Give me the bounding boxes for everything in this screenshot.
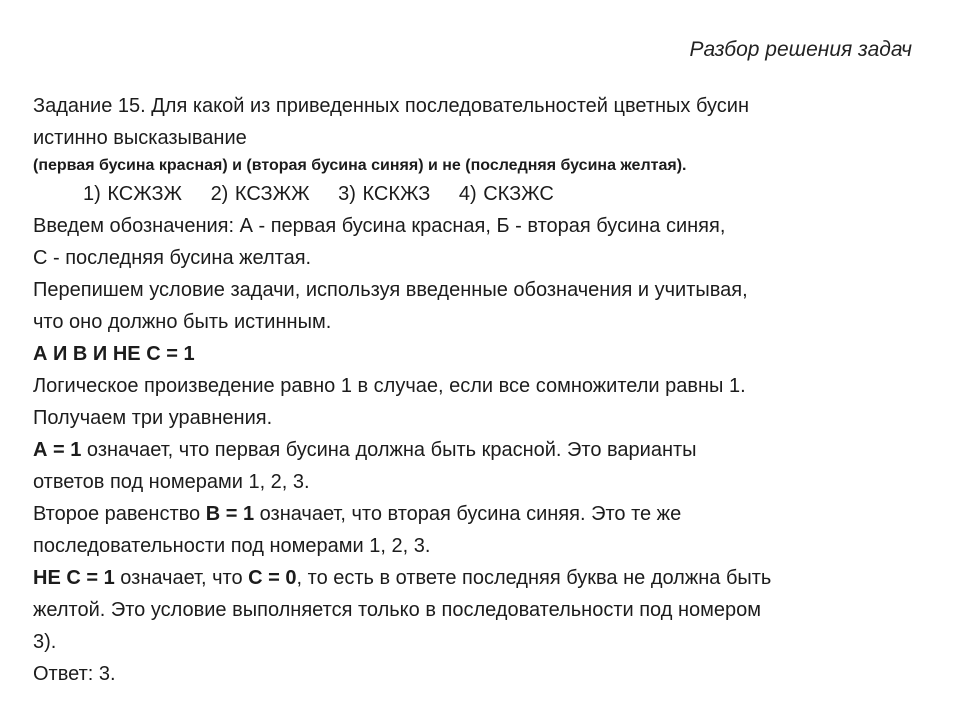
- option-2: 2) КСЗЖЖ: [210, 183, 310, 205]
- equation-a-explanation: означает, что первая бусина должна быть красной. Это варианты: [81, 439, 697, 461]
- rewrite-line-1: Перепишем условие задачи, используя введенные обозначения и учитывая,: [33, 279, 748, 301]
- equation-c-line-3: 3).: [33, 631, 57, 653]
- answer-options: [33, 178, 933, 210]
- rewrite-line-2: что оно должно быть истинным.: [33, 311, 332, 333]
- equation-c: НЕ С = 1: [33, 567, 115, 589]
- slide-body: [33, 90, 933, 690]
- notation-line-1: Введем обозначения: А - первая бусина красная, Б - вторая бусина синяя,: [33, 215, 726, 237]
- equation-c-explanation: , то есть в ответе последняя буква не должна быть: [296, 567, 772, 589]
- equation-a: А = 1: [33, 439, 82, 461]
- equation-c-zero: С = 0: [248, 567, 297, 589]
- equation-c-middle: означает, что: [114, 567, 249, 589]
- formula-text: А И В И НЕ С = 1: [33, 343, 195, 365]
- equation-c-line-1: [33, 562, 933, 594]
- equation-c-line-2: желтой. Это условие выполняется только в последовательности под номером: [33, 599, 761, 621]
- equation-b-line-2: последовательности под номерами 1, 2, 3.: [33, 535, 431, 557]
- notation-line-2: С - последняя бусина желтая.: [33, 247, 312, 269]
- task-condition: (первая бусина красная) и (вторая бусина синяя) и не (последняя бусина желтая).: [33, 157, 687, 174]
- slide-header: Разбор решения задач: [689, 38, 912, 61]
- equation-b: В = 1: [205, 503, 255, 525]
- option-4: 4) СКЗЖС: [458, 183, 554, 205]
- task-statement-line-2: истинно высказывание: [33, 127, 247, 149]
- option-3: 3) КСКЖЗ: [338, 183, 431, 205]
- equation-a-line-1: [33, 434, 933, 466]
- product-line-1: Логическое произведение равно 1 в случае, если все сомножители равны 1.: [33, 375, 746, 397]
- final-answer: Ответ: 3.: [33, 663, 116, 685]
- equation-a-line-2: ответов под номерами 1, 2, 3.: [33, 471, 310, 493]
- equation-b-prefix: Второе равенство: [33, 503, 206, 525]
- equation-b-explanation: означает, что вторая бусина синяя. Это те же: [254, 503, 682, 525]
- product-line-2: Получаем три уравнения.: [33, 407, 273, 429]
- task-statement-line-1: Задание 15. Для какой из приведенных последовательностей цветных бусин: [33, 95, 749, 117]
- option-1: 1) КСЖЗЖ: [83, 183, 182, 205]
- equation-b-line-1: [33, 498, 933, 530]
- logic-formula: [33, 338, 933, 370]
